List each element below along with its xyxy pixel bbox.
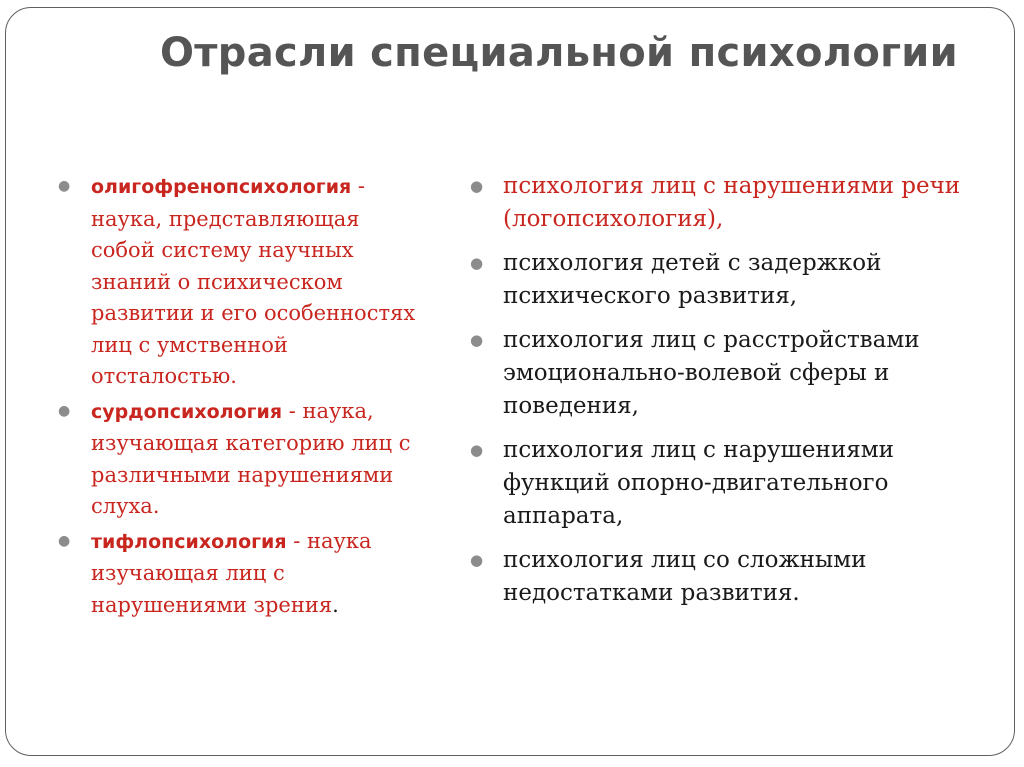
list-item-surdopsychology	[58, 396, 418, 523]
list-item-tiflopsychology	[58, 526, 418, 622]
bullet-dot-icon: ●	[470, 177, 484, 195]
bullet-dot-icon: ●	[58, 178, 71, 194]
bullet-dot-icon: ●	[470, 254, 484, 272]
list-item-emotional-disorders	[470, 324, 990, 423]
list-item-oligophrenopsychology	[58, 171, 418, 393]
bullet-dot-icon: ●	[470, 551, 484, 569]
bullet-dot-icon: ●	[470, 331, 484, 349]
branch-text: психология лиц с нарушениями функций опорно-двигательного аппарата,	[503, 437, 894, 529]
term-definition: наука, изучающая категорию лиц с различными нарушениями слуха.	[91, 398, 411, 518]
list-item-motor-disorders	[470, 434, 990, 533]
term-label: тифлопсихология	[91, 530, 287, 553]
list-item-complex-disabilities	[470, 544, 990, 610]
branch-text: психология лиц со сложными недостатками развития.	[503, 547, 867, 606]
page-title: Отрасли специальной психологии	[160, 30, 958, 76]
branch-text: психология лиц с нарушениями речи (логопсихология),	[503, 173, 961, 232]
bullet-dot-icon: ●	[58, 532, 71, 549]
bullet-dot-icon: ●	[58, 402, 71, 419]
term-dash: -	[286, 528, 308, 553]
left-branch-list	[58, 171, 418, 624]
list-item-logopsychology	[470, 170, 990, 236]
term-dash: -	[282, 398, 303, 423]
term-definition: наука, представляющая собой систему научных знаний о психическом развитии и его особенностях лиц с умственной отсталостью.	[91, 206, 416, 388]
term-definition: наука изучающая лиц с нарушениями зрения	[91, 528, 372, 617]
term-label: сурдопсихология	[91, 400, 283, 423]
bullet-dot-icon: ●	[470, 441, 484, 459]
right-branch-list	[470, 170, 990, 621]
branch-text: психология лиц с расстройствами эмоционально-волевой сферы и поведения,	[503, 327, 920, 419]
term-label: олигофренопсихология	[91, 176, 352, 198]
list-item-delayed-development	[470, 247, 990, 313]
branch-text: психология детей с задержкой психического развития,	[503, 250, 882, 309]
term-dash: -	[351, 174, 365, 198]
term-end-period: .	[332, 592, 339, 617]
